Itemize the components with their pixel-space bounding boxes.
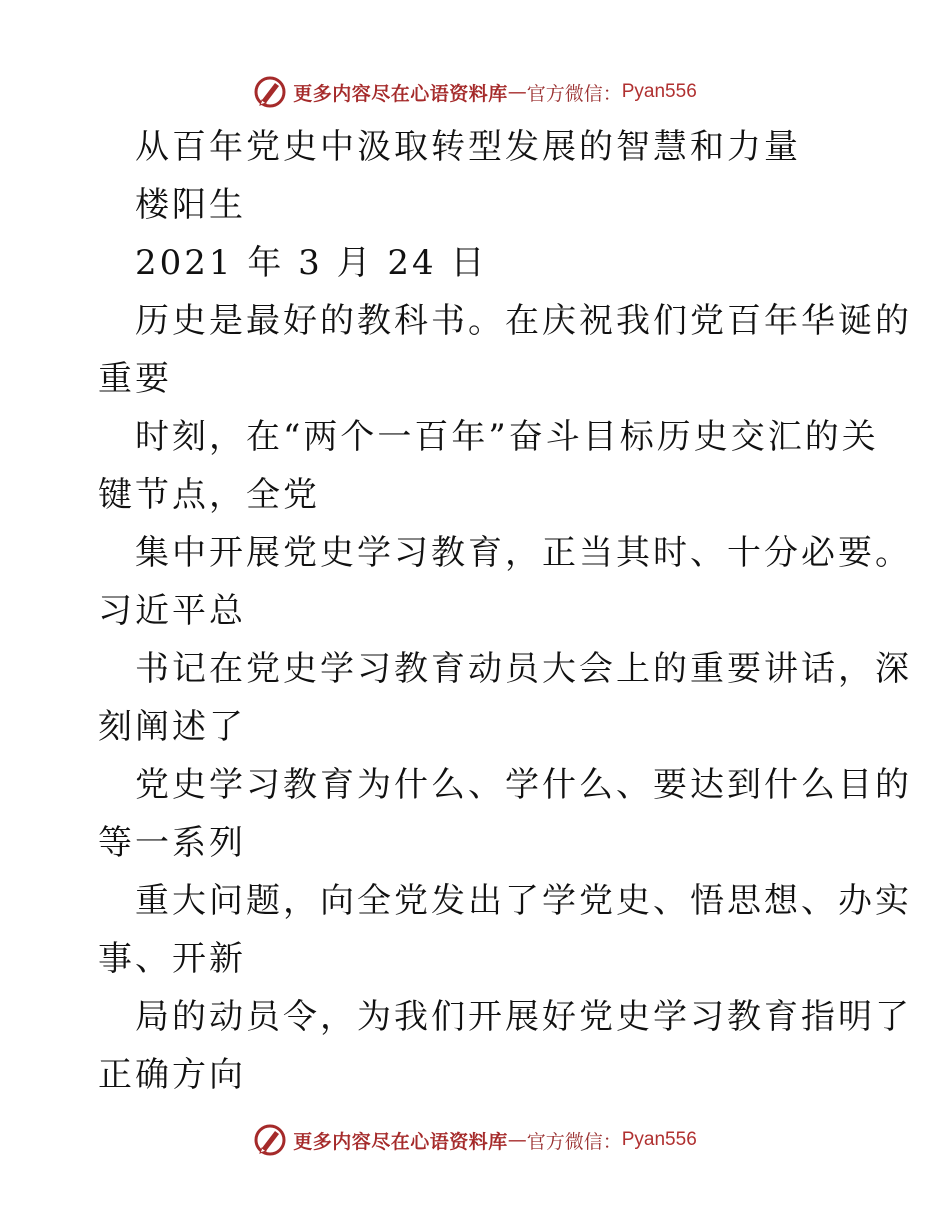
paragraph-line: 历史是最好的教科书。在庆祝我们党百年华诞的 xyxy=(135,301,912,341)
paragraph-line: 书记在党史学习教育动员大会上的重要讲话，深 xyxy=(135,649,912,689)
paragraph-line: 键节点，全党 xyxy=(98,475,320,515)
watermark-dash: — xyxy=(507,1129,527,1151)
watermark-footer xyxy=(0,1120,950,1160)
paragraph-line: 党史学习教育为什么、学什么、要达到什么目的 xyxy=(135,765,912,805)
paragraph-line: 习近平总 xyxy=(98,591,246,631)
watermark-header xyxy=(0,72,950,112)
watermark-wechat-label: 官方微信： xyxy=(526,82,622,105)
document-author: 楼阳生 xyxy=(135,185,246,225)
watermark-wechat-id: Pyan556 xyxy=(621,81,697,102)
watermark-wechat-id: Pyan556 xyxy=(621,1129,697,1150)
paragraph-line: 正确方向 xyxy=(98,1055,246,1095)
pen-logo-icon xyxy=(253,75,287,109)
paragraph-line: 时刻，在“两个一百年”奋斗目标历史交汇的关 xyxy=(135,417,879,457)
pen-logo-icon xyxy=(253,1123,287,1157)
watermark-main-text: 更多内容尽在心语资料库 xyxy=(293,82,508,105)
paragraph-line: 重要 xyxy=(98,359,172,399)
watermark-main-text: 更多内容尽在心语资料库 xyxy=(293,1130,508,1153)
paragraph-line: 事、开新 xyxy=(98,939,246,979)
document-title: 从百年党史中汲取转型发展的智慧和力量 xyxy=(135,127,801,167)
paragraph-line: 集中开展党史学习教育，正当其时、十分必要。 xyxy=(135,533,912,573)
paragraph-line: 等一系列 xyxy=(98,823,246,863)
paragraph-line: 重大问题，向全党发出了学党史、悟思想、办实 xyxy=(135,881,912,921)
paragraph-line: 刻阐述了 xyxy=(98,707,246,747)
watermark-dash: — xyxy=(507,81,527,103)
paragraph-line: 局的动员令，为我们开展好党史学习教育指明了 xyxy=(135,997,912,1037)
document-date: 2021 年 3 月 24 日 xyxy=(135,243,488,283)
watermark-wechat-label: 官方微信： xyxy=(526,1130,622,1153)
